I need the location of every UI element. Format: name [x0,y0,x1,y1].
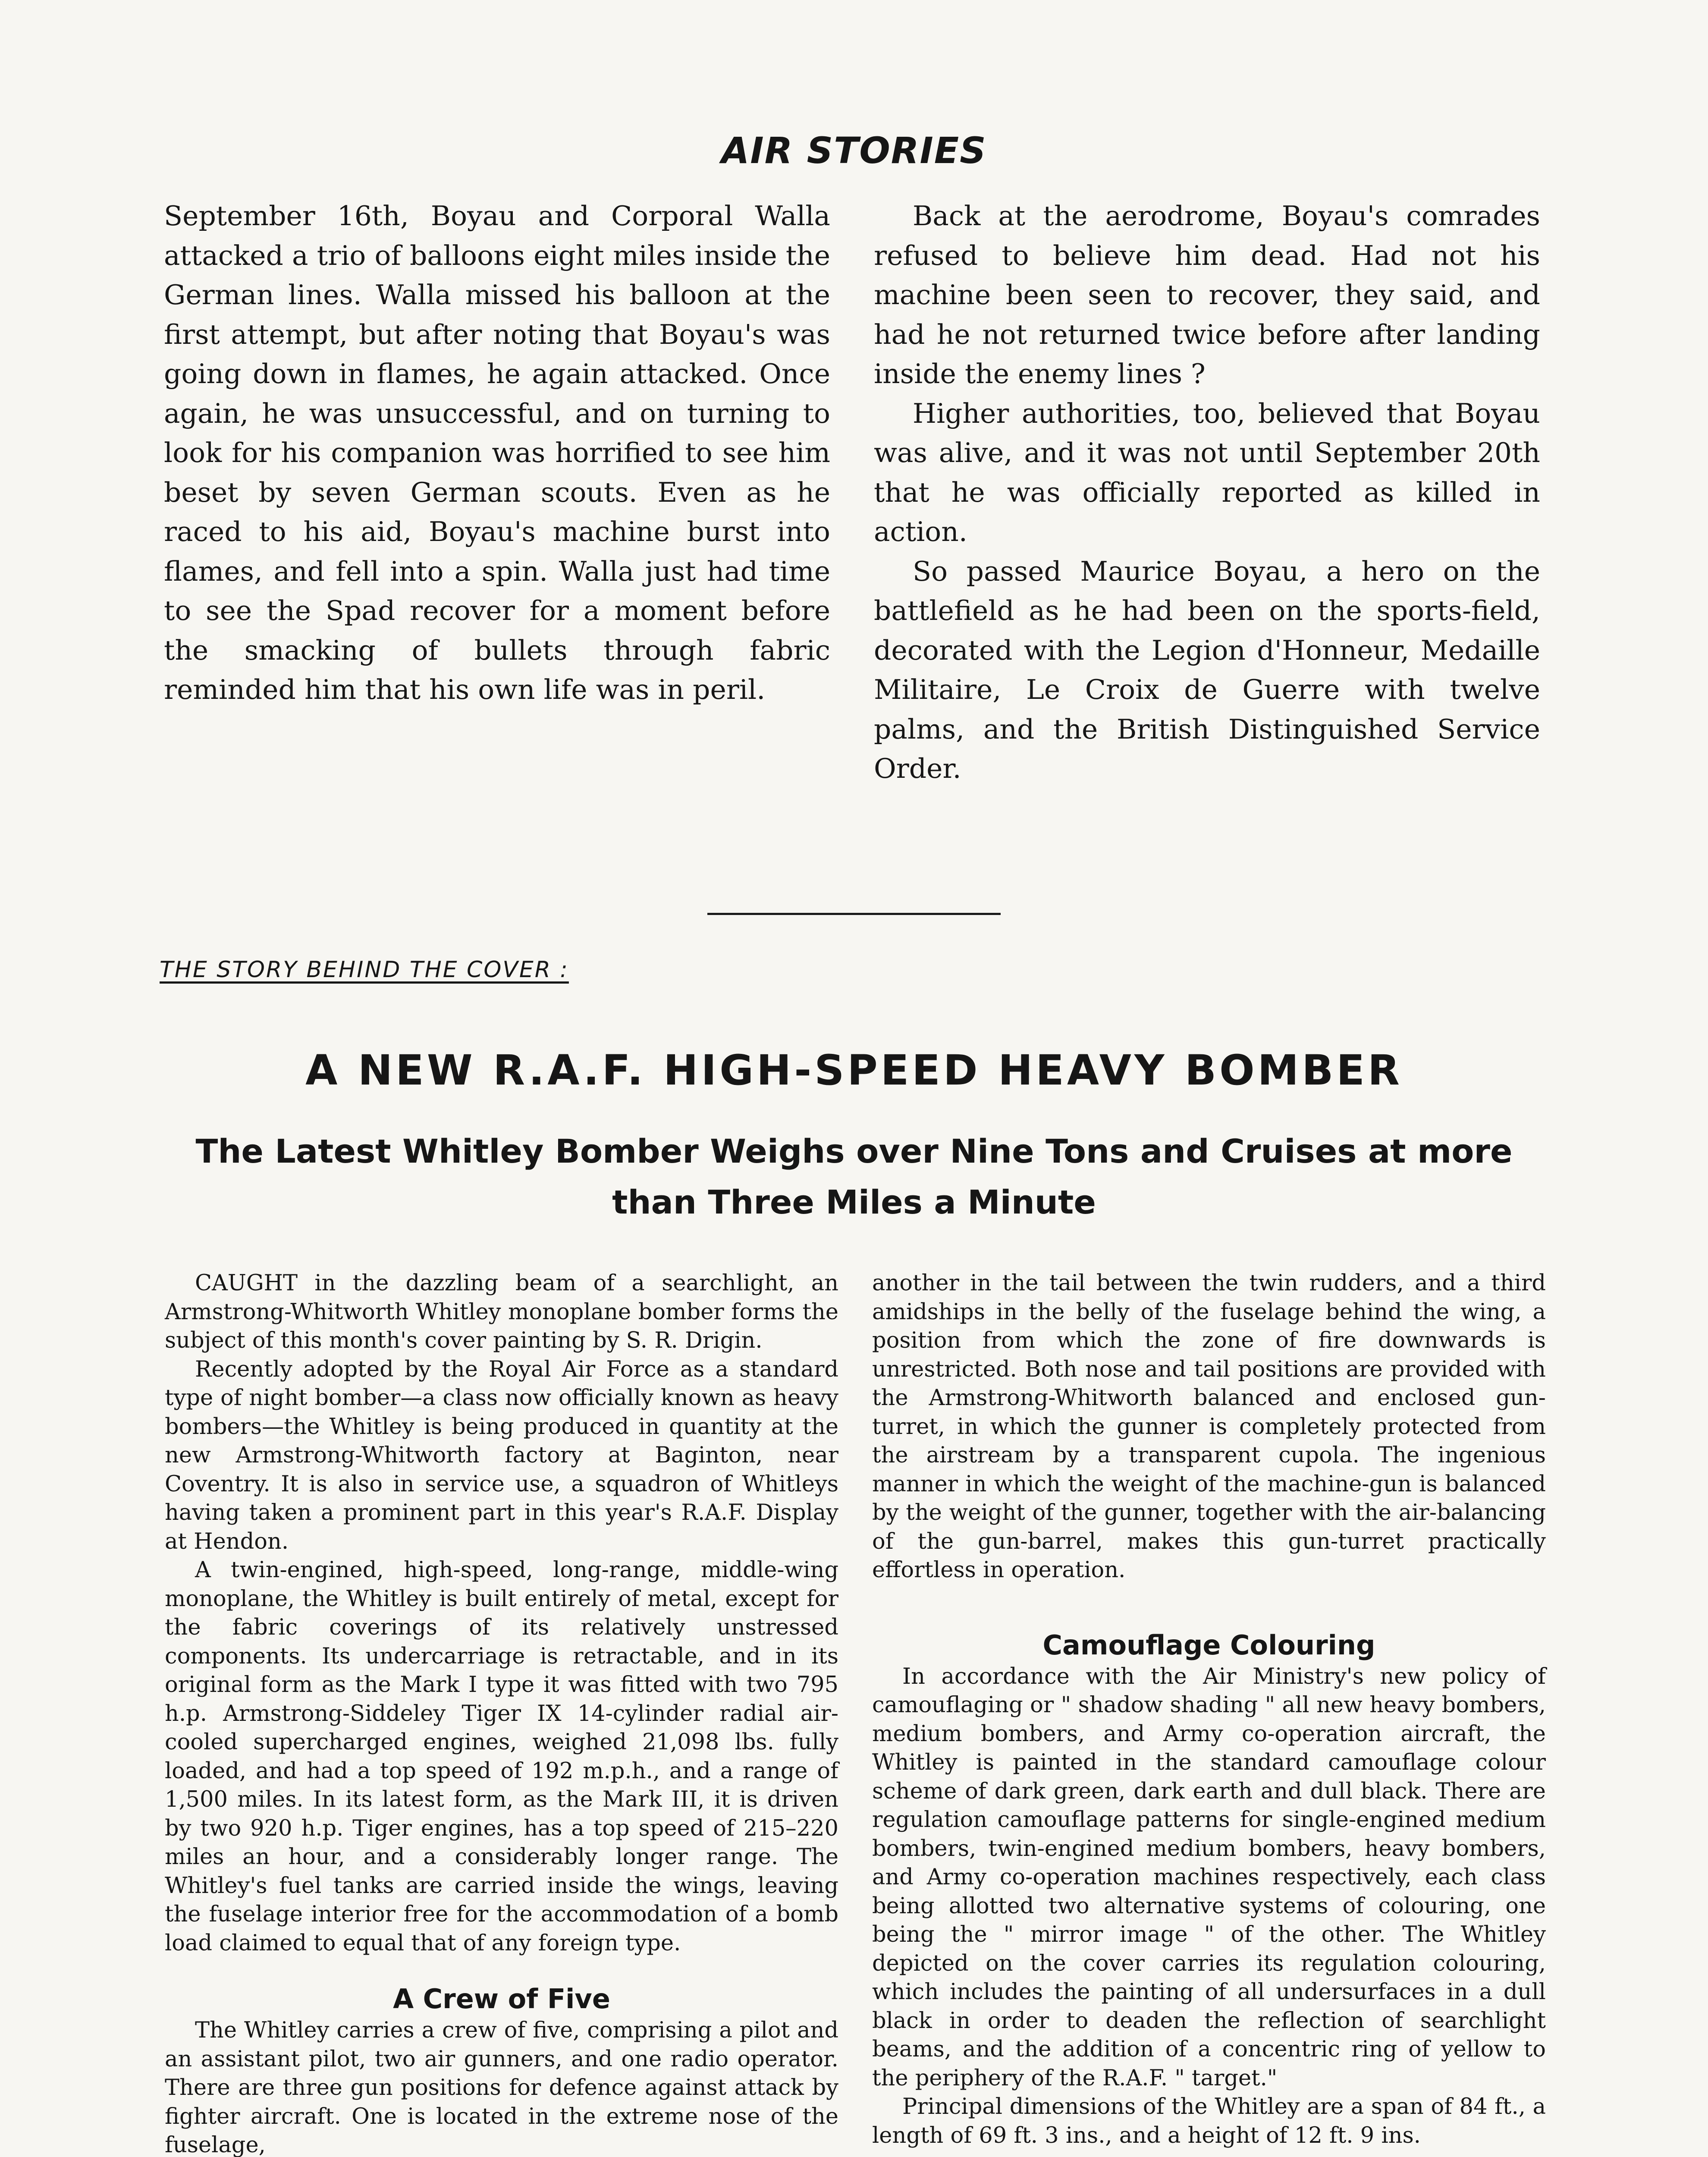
section-subheading: Camouflage Colouring [1042,1629,1375,1661]
section-subheading: A Crew of Five [393,1983,610,2015]
paragraph: CAUGHT in the dazzling beam of a searchlight, an Armstrong-Whitworth Whitley monoplane bomber forms the subject of this month's cover painting by S. R. Drigin. [165,1270,838,1353]
section-kicker: THE STORY BEHIND THE COVER : [160,957,569,983]
paragraph: The Whitley carries a crew of five, comprising a pilot and an assistant pilot, two air gunners, and one radio operator. There are three gun positions for defence against attack by fighter aircraft. One is located in the extreme nose of the fuselage, [165,2018,838,2157]
article-headline: A NEW R.A.F. HIGH-SPEED HEAVY BOMBER [305,1046,1403,1094]
paragraph: Recently adopted by the Royal Air Force as a standard type of night bomber—a class now officially known as heavy bombers—the Whitley is being produced in quantity at the new Armstrong-Whitworth factory at Baginton, near Coventry. It is also in service use, a squadron of Whitleys having taken a prominent part in this year's R.A.F. Display at Hendon. [165,1356,838,1554]
main-article-left-column [165,1269,838,2157]
paragraph: A twin-engined, high-speed, long-range, middle-wing monoplane, the Whitley is built entirely of metal, except for the fabric coverings of its relatively unstressed components. Its undercarriage is retractable, and in its original form as the Mark I type it was fitted with two 795 h.p. Armstrong-Siddeley Tiger IX 14-cylinder radial air-cooled supercharged engines, weighed 21,098 lbs. fully loaded, and had a top speed of 192 m.p.h., and a range of 1,500 miles. In its latest form, as the Mark III, it is driven by two 920 h.p. Tiger engines, has a top speed of 215–220 miles an hour, and a considerably longer range. The Whitley's fuel tanks are carried inside the wings, leaving the fuselage interior free for the accommodation of a bomb load claimed to equal that of any foreign type. [165,1557,838,1956]
running-head: AIR STORIES [721,129,987,172]
paragraph: Higher authorities, too, believed that Boyau was alive, and it was not until September 20th that he was officially reported as killed in action. [874,397,1540,547]
article-subheadline: The Latest Whitley Bomber Weighs over Nine Tons and Cruises at more than Three Miles a Minute [195,1132,1513,1221]
main-article-right-column [872,1269,1546,2150]
top-article-right-column [874,196,1540,789]
paragraph: another in the tail between the twin rudders, and a third amidships in the belly of the fuselage behind the wing, a position from which the zone of fire downwards is unrestricted. Both nose and tail positions are provided with the Armstrong-Whitworth balanced and enclosed gun-turret, in which the gunner is completely protected from the airstream by a transparent cupola. The ingenious manner in which the weight of the machine-gun is balanced by the weight of the gunner, together with the air-balancing of the gun-barrel, makes this gun-turret practically effortless in operation. [872,1270,1546,1583]
paragraph: In accordance with the Air Ministry's new policy of camouflaging or " shadow shading " all new heavy bombers, medium bombers, and Army co-operation aircraft, the Whitley is painted in the standard camouflage colour scheme of dark green, dark earth and dull black. There are regulation camouflage patterns for single-engined medium bombers, twin-engined medium bombers, heavy bombers, and Army co-operation machines respectively, each class being allotted two alternative systems of colouring, one being the " mirror image " of the other. The Whitley depicted on the cover carries its regulation colouring, which includes the painting of all undersurfaces in a dull black in order to deaden the reflection of searchlight beams, and the addition of a concentric ring of yellow to the periphery of the R.A.F. " target." [872,1663,1546,2091]
top-article-left-column [164,196,830,710]
paragraph: So passed Maurice Boyau, a hero on the battlefield as he had been on the sports-field, decorated with the Legion d'Honneur, Medaille Militaire, Le Croix de Guerre with twelve palms, and the British Distinguished Service Order. [874,555,1540,784]
paragraph: Back at the aerodrome, Boyau's comrades refused to believe him dead. Had not his machine been seen to recover, they said, and had he not returned twice before after landing inside the enemy lines ? [874,200,1540,390]
paragraph: September 16th, Boyau and Corporal Walla attacked a trio of balloons eight miles inside the German lines. Walla missed his balloon at the first attempt, but after noting that Boyau's was going down in flames, he again attacked. Once again, he was unsuccessful, and on turning to look for his companion was horrified to see him beset by seven German scouts. Even as he raced to his aid, Boyau's machine burst into flames, and fell into a spin. Walla just had time to see the Spad recover for a moment before the smacking of bullets through fabric reminded him that his own life was in peril. [164,200,830,705]
section-divider [707,913,1001,915]
paragraph: Principal dimensions of the Whitley are a span of 84 ft., a length of 69 ft. 3 ins., and a height of 12 ft. 9 ins. [872,2094,1546,2148]
